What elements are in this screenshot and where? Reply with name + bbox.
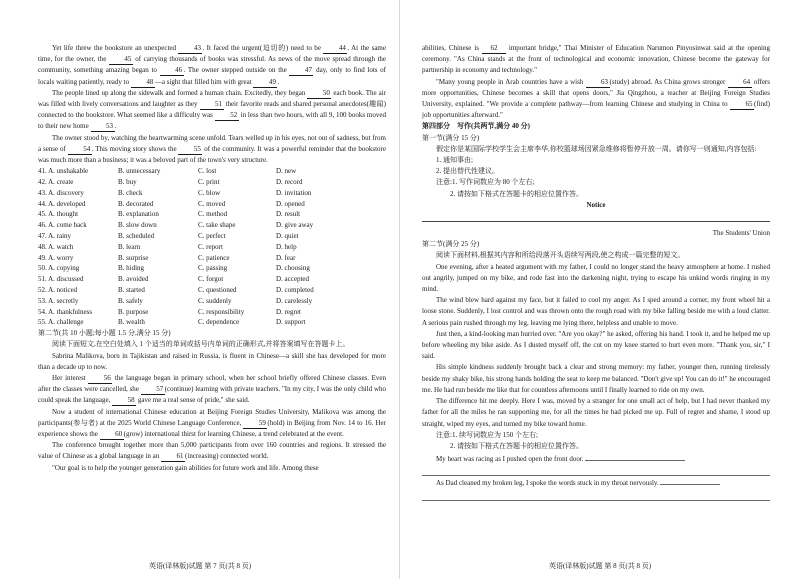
option: B. slow down	[118, 221, 157, 230]
option-row	[38, 242, 386, 253]
grammar-para-3: Now a student of international Chinese education at Beijing Foreign Studies University, Malikova was among the participants(参与者) at the 2025 World Chinese Language Conference, 59 (hold) in Beijing from Nov. 14 to 16. Her experience shows the 60 (grow) international thirst for learning Chinese, a trend celebrated at the event.	[38, 407, 386, 439]
option: D. invitation	[276, 188, 312, 197]
answer-blank: 52	[215, 111, 239, 121]
option: C. patience	[198, 253, 230, 262]
option: D. choosing	[276, 264, 310, 273]
answer-blank: 61	[161, 452, 185, 462]
option: B. check	[118, 188, 143, 197]
option: C. suddenly	[198, 296, 232, 305]
story-para-3: Just then, a kind-looking man hurried over. "Are you okay?" he asked, offering his hand. I took it, and he helped me up before wheeling my bike aside. As I dusted myself off, the cut on my knee started to hurt even more. "Thank you, sir," I said.	[422, 329, 770, 361]
option: 44. A. developed	[38, 199, 86, 208]
option: 51. A. discussed	[38, 275, 84, 284]
answer-blank: 55	[178, 145, 202, 155]
option: C. print	[198, 178, 220, 187]
continuation-start-2-text: As Dad cleaned my broken leg, I spoke the words stuck in my throat nervously.	[436, 479, 659, 488]
option-row	[38, 307, 386, 318]
answer-blank: 53	[91, 122, 115, 132]
option: 42. A. create	[38, 178, 74, 187]
option: C. perfect	[198, 232, 226, 241]
option: D. carelessly	[276, 296, 313, 305]
writing1-note-1: 注意:1. 写作词数应为 80 个左右;	[436, 178, 535, 187]
option: B. decorated	[118, 199, 154, 208]
grammar-para-2: Her interest 56 the language began in primary school, when her school briefly offered Chinese classes. Even after the classes were cancelled, she 57 (continue) learning with private teachers. "In my city, I was the only child who could speak the language, 58 gave me a real sense of pride," she said.	[38, 374, 387, 405]
answer-line	[422, 490, 770, 501]
option: 49. A. worry	[38, 253, 74, 262]
answer-blank: 48	[131, 78, 155, 88]
option: B. hiding	[118, 264, 145, 273]
page-footer: 英语(译林版)试题 第 8 页(共 8 页)	[548, 562, 652, 570]
notice-signature: The Students' Union	[712, 229, 770, 238]
story-para-5: The difference hit me deeply. Here I was, moved by a stranger for one small act of help, but I had never thanked my father for all the miles he ran supporting me, for all the times he had picked me up. Full of regret and shame, I stood up straight, wiped my eyes, and turned my bike toward home.	[422, 397, 770, 428]
cloze-passage	[38, 43, 386, 166]
continuation-start-1	[422, 454, 770, 465]
option: D. fear	[276, 253, 296, 262]
option: D. completed	[276, 286, 314, 294]
option: 43. A. discovery	[38, 188, 84, 197]
option: B. scheduled	[118, 232, 155, 241]
option: C. questioned	[198, 286, 237, 294]
option: 48. A. watch	[38, 242, 74, 251]
cloze-paragraph: The owner stood by, watching the heartwarming scene unfold. Tears welled up in his eyes, not out of sadness, but from a sense of 54 . This moving story shows the 55 of the community. It was a powerful reminder that the bookstore was much more than a business; it was a beloved part of the town's very structure.	[38, 133, 386, 165]
option: 55. A. challenge	[38, 318, 84, 327]
answer-blank: 54	[68, 145, 92, 155]
option: B. unnecessary	[118, 167, 161, 176]
answer-blank: 58	[112, 396, 136, 406]
option-row	[38, 285, 386, 296]
continuation-start-2	[422, 478, 770, 489]
option: C. blow	[198, 188, 221, 197]
option: B. learn	[118, 242, 141, 251]
writing1-point-1: 1. 通知事由;	[436, 156, 473, 165]
option-row	[38, 220, 386, 231]
answer-blank: 60	[100, 430, 124, 440]
option: B. buy	[118, 178, 137, 187]
option-row	[38, 274, 386, 285]
option: B. safely	[118, 296, 143, 305]
option: D. regret	[276, 307, 301, 316]
section2-title: 第二节(共 10 小题;每小题 1.5 分,满分 15 分)	[38, 329, 171, 338]
answer-blank: 43	[178, 44, 202, 54]
option: D. give away	[276, 221, 314, 230]
option: D. new	[276, 167, 297, 176]
option: C. forgot	[198, 275, 224, 284]
option: 54. A. thankfulness	[38, 307, 93, 316]
continuation-start-1-text: My heart was racing as I pushed open the front door.	[436, 455, 584, 464]
option-row	[38, 296, 386, 307]
option: D. result	[276, 210, 301, 219]
answer-blank: 65	[730, 100, 754, 110]
cloze-paragraph: The people lined up along the sidewalk and formed a human chain. Excitedly, they began 50 each book. The air was filled with lively conversations and laughter as they 51 their favorite reads and shared personal anecdotes(趣闻) connected to the bookstore. What seemed like a difficulty was 52 in less than two hours, with all 9, 100 books moved to their new home 53 .	[38, 88, 386, 131]
section2-instructions: 阅读下面短文,在空白处填入 1 个适当的单词或括号内单词的正确形式,并将答案填写在答题卡上。	[52, 340, 350, 349]
grammar-para-5: "Our goal is to help the younger generation gain abilities for future work and life. Among these	[52, 463, 319, 472]
answer-blank: 46	[160, 66, 184, 76]
option: 53. A. secretly	[38, 296, 79, 305]
page-8	[400, 0, 800, 579]
option: D. support	[276, 318, 306, 327]
answer-blank: 63	[586, 78, 610, 88]
answer-line	[585, 460, 685, 461]
grammar-para-4: The conference brought together more than 5,000 participants from over 160 countries and regions. It stressed the value of Chinese as a global language in an 61 (increasing) connected world.	[38, 441, 386, 461]
option: D. accepted	[276, 275, 310, 284]
writing1-note-2: 2. 请按如下格式在答题卡的相应位置作答。	[450, 189, 583, 198]
option: D. opened	[276, 199, 305, 208]
answer-blank: 51	[200, 100, 224, 110]
grammar-para-1: Sabrina Malikova, born in Tajikistan and raised in Russia, is fluent in Chinese—a skill she has developed for more than a decade up to now.	[38, 351, 386, 371]
option: C. lost	[198, 167, 217, 176]
page-footer: 英语(译林版)试题 第 7 页(共 8 页)	[148, 562, 252, 570]
option: B. surprise	[118, 253, 149, 262]
writing2-title: 第二节(满分 25 分)	[422, 240, 480, 249]
option: C. passing	[198, 264, 228, 273]
option-row	[38, 209, 386, 220]
option: C. take shape	[198, 221, 236, 230]
option: B. wealth	[118, 318, 145, 327]
writing2-note-1: 注意:1. 续写词数应为 150 个左右;	[436, 430, 538, 439]
option: B. purpose	[118, 307, 149, 316]
option: 52. A. noticed	[38, 286, 78, 294]
option-row	[38, 188, 386, 199]
grammar-cont-2: "Many young people in Arab countries have a wish 63 (study) abroad. As China grows stronger 64 offers more opportunities, Chinese becomes a skill that opens doors," Jia Qingzhou, a teacher at Beijing Foreign Studies University, explained. "We provide a complete pathway—from learning Chinese and studying in China to 65 (find) job opportunities afterward."	[422, 77, 770, 120]
option-row	[38, 317, 386, 328]
options-table	[38, 166, 386, 328]
answer-blank: 64	[728, 78, 752, 88]
story-para-1: One evening, after a heated argument with my father, I could no longer stand the heavy atmosphere at home. I rushed out angrily, jumped on my bike, and rode fast into the darkening night, trying to escape his unkind words ringing in my mind.	[422, 262, 770, 294]
answer-blank: 57	[141, 385, 165, 395]
grammar-cont-1: abilities, Chinese is 62 important bridge," Thai Minister of Education Narumon Pinyosinwat said at the opening ceremony. "As China stands at the front of technological and economic innovation, Chinese become the gateway for partnership in economy and technology."	[422, 44, 771, 75]
option: B. explanation	[118, 210, 159, 219]
option: D. record	[276, 178, 303, 187]
option-row	[38, 177, 386, 188]
option: 41. A. unshakable	[38, 167, 89, 176]
answer-blank: 44	[323, 44, 347, 54]
option: 46. A. come back	[38, 221, 87, 230]
notice-title: Notice	[586, 200, 606, 209]
answer-blank: 62	[482, 44, 506, 54]
answer-line	[660, 484, 720, 485]
option: 45. A. thought	[38, 210, 79, 219]
answer-blank: 59	[243, 419, 267, 429]
answer-blank: 50	[307, 89, 331, 99]
story-para-2: The wind blew hard against my face, but it failed to cool my anger. As I sped around a corner, my front wheel hit a loose stone. Suddenly, I lost control and was thrown onto the rough road with my bike falling beside me with a loud clatter. A serious pain rushed through my leg, leaving me lying there, helpless and unable to move.	[422, 296, 770, 327]
option-row	[38, 231, 386, 242]
option: 50. A. copying	[38, 264, 80, 273]
cloze-paragraph: Yet life threw the bookstore an unexpected 43 . It faced the urgent(迫切的) need to be 44 . At the same time, for the owner, the 45 of carrying thousands of books was stressful. As news of the move spread through the community, something amazing began to 46 . The owner stepped outside on the 47 day, only to find lots of locals waiting patiently, ready to 48 —a sight that filled him with great 49 .	[38, 44, 387, 86]
answer-blank: 45	[109, 55, 133, 65]
option-row	[38, 199, 386, 210]
answer-blank: 49	[253, 78, 277, 88]
story-para-4: His simple kindness suddenly brought back a clear and strong memory: my father, younger then, running tirelessly beside my shaky bike, his strong hands holding the seat to keep me balanced. "Don't give up! You can do it!" he encouraged me. He had run beside me like that for countless afternoons until I finally learned to ride on my own.	[422, 363, 770, 394]
option-row	[38, 263, 386, 274]
option: C. dependence	[198, 318, 240, 327]
option: B. started	[118, 286, 145, 294]
option: C. report	[198, 242, 223, 251]
option: D. help	[276, 242, 297, 251]
part4-title: 第四部分 写作(共两节,满分 40 分)	[422, 122, 530, 131]
answer-blank: 56	[88, 374, 112, 384]
option: C. method	[198, 210, 228, 219]
writing2-prompt: 阅读下面材料,根据其内容和所给段落开头语续写两段,使之构成一篇完整的短文。	[436, 251, 685, 260]
option: D. quiet	[276, 232, 299, 241]
answer-blank: 47	[289, 66, 313, 76]
option: 47. A. rainy	[38, 232, 72, 241]
option-row	[38, 253, 386, 264]
answer-line	[422, 465, 770, 476]
option-row	[38, 166, 386, 177]
writing1-title: 第一节(满分 15 分)	[422, 133, 480, 142]
writing2-note-2: 2. 请按如下格式在答题卡的相应位置作答。	[450, 441, 583, 450]
option: C. moved	[198, 199, 226, 208]
writing1-point-2: 2. 提出替代性建议。	[436, 167, 499, 176]
option: C. responsibility	[198, 307, 245, 316]
writing1-prompt: 假定你是某国际学校学生会主席李华,你校篮球场因紧急维修将暂停开放一周。请你写一则通知,内容包括:	[436, 144, 757, 153]
option: B. avoided	[118, 275, 149, 284]
notice-answer-line	[422, 211, 770, 222]
